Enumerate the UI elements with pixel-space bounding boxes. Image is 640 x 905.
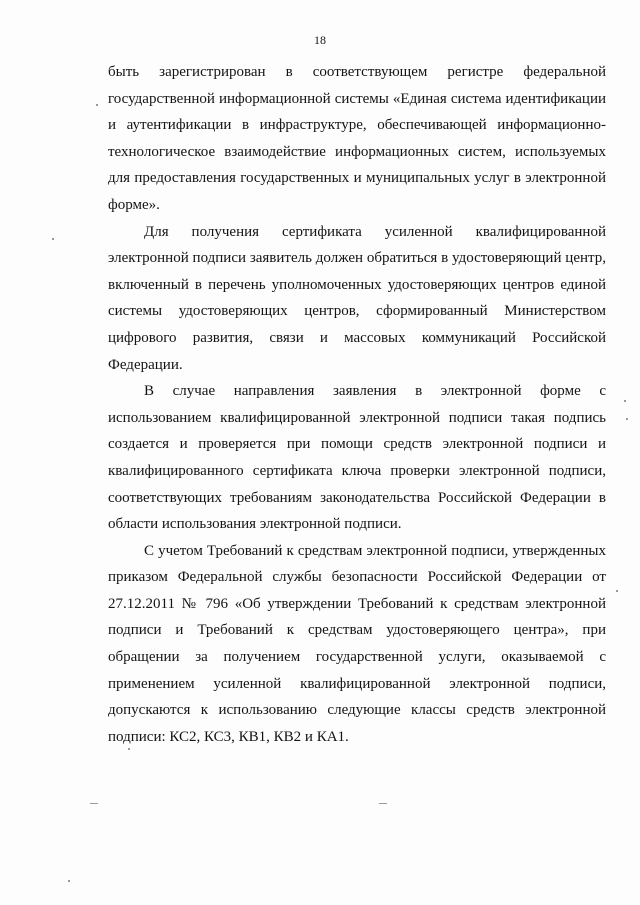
page-number: 18 xyxy=(314,33,326,47)
scan-speck xyxy=(52,238,54,240)
paragraph-electronic-form: В случае направления заявления в электронной форме с использованием квалифицированной электронной подписи такая подпись создается и проверяется при помощи средств электронной подписи и квалифицированного сертификата ключа проверки электронной подписи, соответствующих требованиям законодательства Российской Федерации в области использования электронной подписи. xyxy=(108,383,606,533)
scan-speck xyxy=(379,803,387,804)
paragraph-certificate: Для получения сертификата усиленной квалифицированной электронной подписи заявитель должен обратиться в удостоверяющий центр, включенный в перечень уполномоченных удостоверяющих центров единой системы удостоверяющих центров, сформированный Министерством цифрового развития, связи и массовых коммуникаций Российской Федерации. xyxy=(108,223,606,373)
paragraph-signature-requirements: С учетом Требований к средствам электронной подписи, утвержденных приказом Федеральной службы безопасности Российской Федерации от 27.12.2011 № 796 «Об утверждении Требований к средствам электронной подписи и Требований к средствам удостоверяющего центра», при обращении за получением государственной услуги, оказываемой с применением усиленной квалифицированной электронной подписи, допускаются к использованию следующие классы средств электронной подписи: КС2, КС3, КВ1, КВ2 и КА1. xyxy=(108,542,606,745)
body-text xyxy=(108,59,606,750)
scan-speck xyxy=(96,104,98,106)
scan-speck xyxy=(68,880,70,882)
scan-speck xyxy=(624,400,626,402)
scan-speck xyxy=(90,803,98,804)
scan-speck xyxy=(128,748,130,750)
scan-speck xyxy=(626,418,628,420)
scan-speck xyxy=(616,590,618,592)
paragraph-registration: быть зарегистрирован в соответствующем регистре федеральной государственной информационной системы «Единая система идентификации и аутентификации в инфраструктуре, обеспечивающей информационно-технологическое взаимодействие информационных систем, используемых для предоставления государственных и муниципальных услуг в электронной форме». xyxy=(108,64,606,213)
